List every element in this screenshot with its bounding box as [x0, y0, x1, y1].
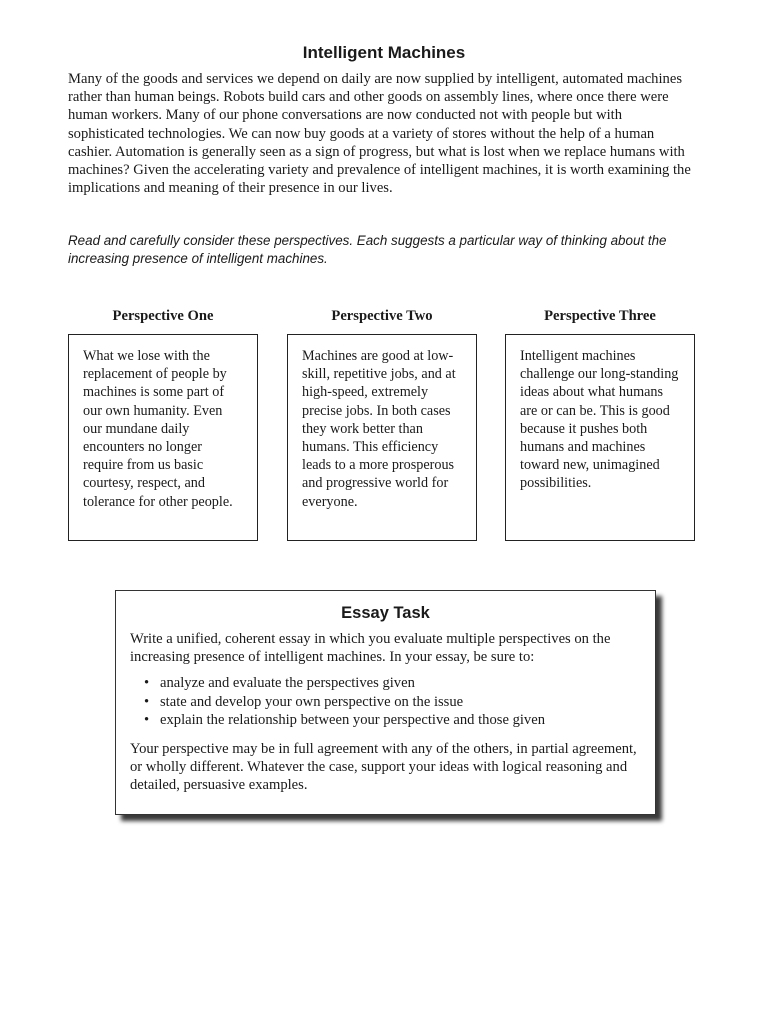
perspective-title: Perspective Two — [331, 308, 433, 324]
essay-task-box — [115, 590, 656, 815]
perspective-one — [68, 305, 258, 541]
essay-task-title: Essay Task — [341, 604, 430, 622]
list-item — [130, 711, 641, 729]
perspectives-section — [0, 305, 768, 545]
list-item — [130, 674, 641, 692]
bullet-icon: • — [144, 693, 150, 710]
instruction-text: Read and carefully consider these perspectives. Each suggests a particular way of thinking about the increasing presence of intelligent machines. — [68, 233, 667, 266]
list-item-text: analyze and evaluate the perspectives given — [160, 675, 415, 692]
essay-task-bullet-list — [130, 674, 641, 729]
list-item-text: explain the relationship between your perspective and those given — [160, 711, 545, 728]
essay-task-intro: Write a unified, coherent essay in which you evaluate multiple perspectives on the increasing presence of intelligent machines. In your essay, be sure to: — [130, 631, 611, 666]
essay-task-closing: Your perspective may be in full agreement with any of the others, in partial agreement, or wholly different. Whatever the case, support your ideas with logical reasoning and detailed, persuasive examples. — [130, 741, 637, 794]
perspective-title: Perspective Three — [544, 308, 656, 324]
bullet-icon: • — [144, 675, 150, 692]
perspective-three — [505, 305, 695, 541]
perspective-text-box: Intelligent machines challenge our long-standing ideas about what humans are or can be. This is good because it pushes both humans and machines toward new, unimagined possibilities. — [505, 334, 695, 541]
bullet-icon: • — [144, 711, 150, 728]
perspective-text-box: What we lose with the replacement of people by machines is some part of our own humanity. Even our mundane daily encounters no longer require from us basic courtesy, respect, and tolerance for other people. — [68, 334, 258, 541]
intro-paragraph: Many of the goods and services we depend on daily are now supplied by intelligent, automated machines rather than human beings. Robots build cars and other goods on assembly lines, where once there were human workers. Many of our phone conversations are now conducted not with people but with sophisticated technologies. We can now buy goods at a variety of stores without the help of a human cashier. Automation is generally seen as a sign of progress, but what is lost when we replace humans with machines? Given the accelerating variety and prevalence of intelligent machines, it is worth examining the implications and meaning of their presence in our lives. — [68, 71, 691, 197]
essay-task-panel — [115, 590, 656, 815]
perspective-two — [287, 305, 477, 541]
list-item — [130, 693, 641, 711]
page-title: Intelligent Machines — [302, 43, 466, 62]
perspective-title: Perspective One — [112, 308, 214, 324]
list-item-text: state and develop your own perspective on the issue — [160, 693, 464, 710]
perspective-text-box: Machines are good at low-skill, repetitive jobs, and at high-speed, extremely precise jobs. In both cases they work better than humans. This efficiency leads to a more prosperous and progressive world for everyone. — [287, 334, 477, 541]
